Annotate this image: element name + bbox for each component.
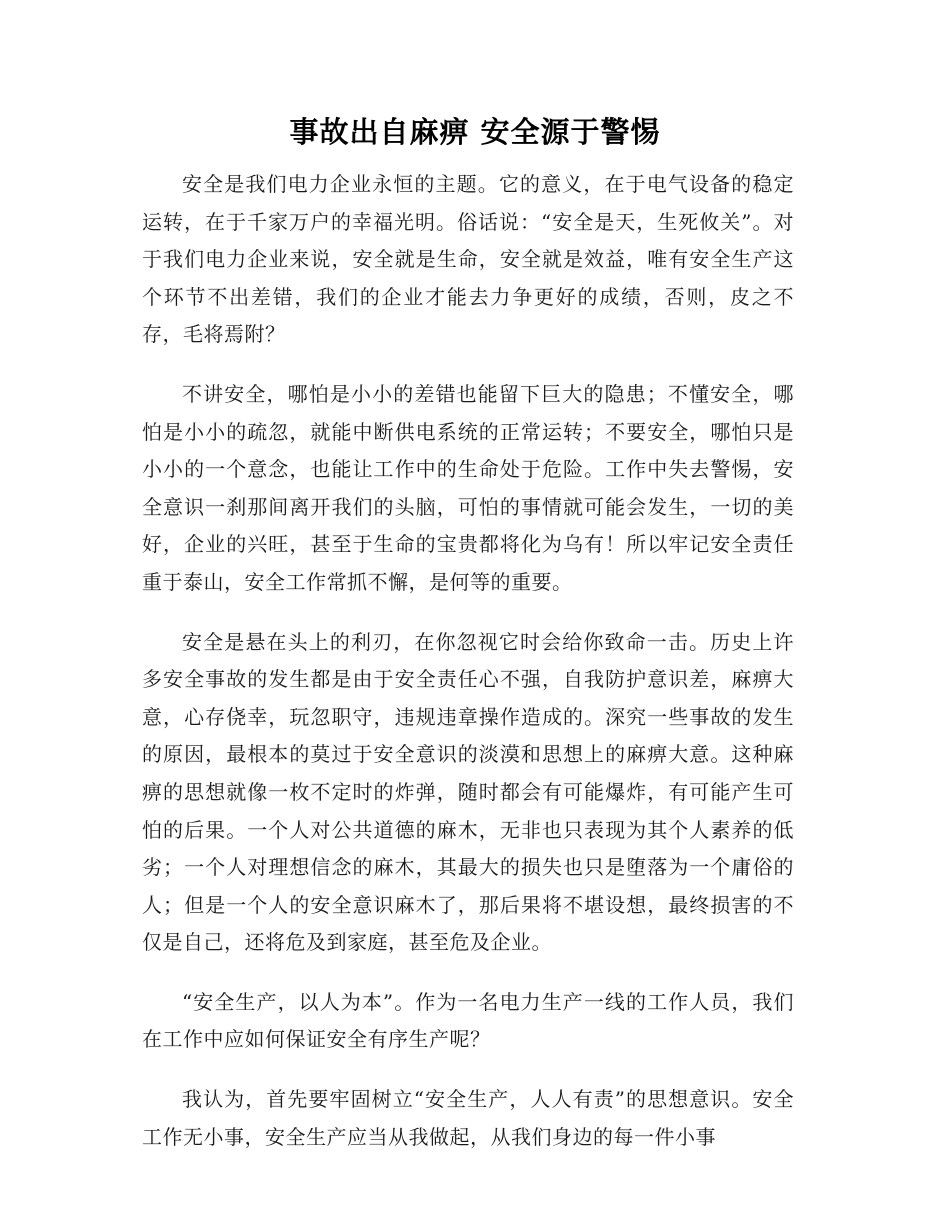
- paragraph-5: 我认为，首先要牢固树立“安全生产，人人有责”的思想意识。安全工作无小事，安全生产应当从我做起，从我们身边的每一件小事: [142, 1087, 794, 1149]
- paragraph-4: “安全生产，以人为本”。作为一名电力生产一线的工作人员，我们在工作中应如何保证安全有序生产呢？: [142, 989, 794, 1052]
- paragraph-3: 安全是悬在头上的利刃，在你忽视它时会给你致命一击。历史上许多安全事故的发生都是由于安全责任心不强，自我防护意识差，麻痹大意，心存侥幸，玩忽职守，违规违章操作造成的。深究一些事故的发生的原因，最根本的莫过于安全意识的淡漠和思想上的麻痹大意。这种麻痹的思想就像一枚不定时的炸弹，随时都会有可能爆炸，有可能产生可怕的后果。一个人对公共道德的麻木，无非也只表现为其个人素养的低劣；一个人对理想信念的麻木，其最大的损失也只是堕落为一个庸俗的人；但是一个人的安全意识麻木了，那后果将不堪设想，最终损害的不仅是自己，还将危及到家庭，甚至危及企业。: [142, 629, 794, 955]
- paragraph-2: 不讲安全，哪怕是小小的差错也能留下巨大的隐患；不懂安全，哪怕是小小的疏忽，就能中断供电系统的正常运转；不要安全，哪怕只是小小的一个意念，也能让工作中的生命处于危险。工作中失去警惕，安全意识一刹那间离开我们的头脑，可怕的事情就可能会发生，一切的美好，企业的兴旺，甚至于生命的宝贵都将化为乌有！所以牢记安全责任重于泰山，安全工作常抓不懈，是何等的重要。: [142, 381, 794, 594]
- document-title: 事故出自麻痹 安全源于警惕: [289, 115, 661, 149]
- paragraph-1: 安全是我们电力企业永恒的主题。它的意义，在于电气设备的稳定运转，在于千家万户的幸福光明。俗话说：“安全是天，生死攸关”。对于我们电力企业来说，安全就是生命，安全就是效益，唯有安全生产这个环节不出差错，我们的企业才能去力争更好的成绩，否则，皮之不存，毛将焉附？: [142, 172, 794, 347]
- document-body: [142, 166, 794, 1178]
